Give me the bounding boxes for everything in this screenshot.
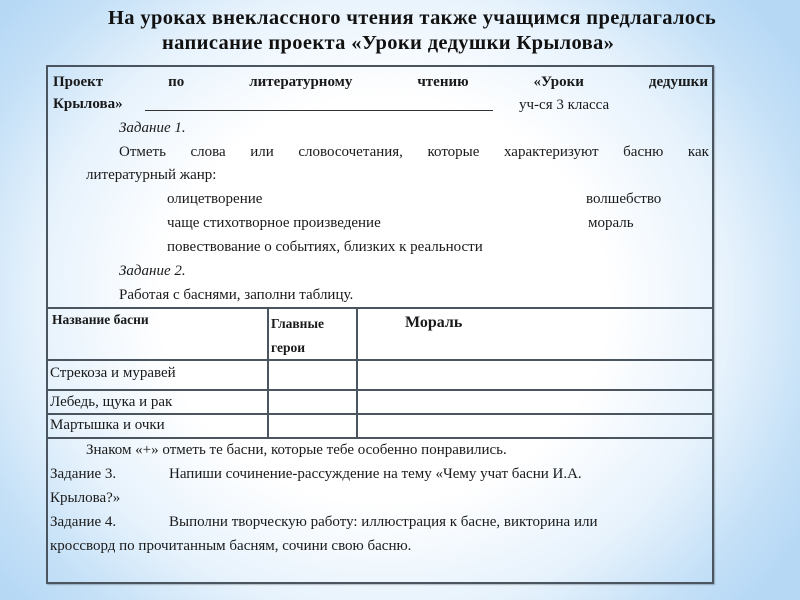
task-1-word: слова: [190, 144, 226, 160]
header-word: литературному: [249, 74, 353, 90]
table-top-border: [48, 307, 712, 309]
project-header-line-2: Крылова»: [53, 96, 123, 112]
option-personification[interactable]: олицетворение: [167, 191, 263, 207]
table-row-moral-cell[interactable]: [359, 415, 712, 437]
column-header-heroes-line-2: герои: [271, 340, 305, 355]
column-header-heroes-line-1: Главные: [271, 316, 324, 331]
table-row-moral-cell[interactable]: [359, 391, 712, 413]
task-1-label: Задание 1.: [119, 120, 186, 136]
student-class-label: уч-ся 3 класса: [519, 97, 610, 113]
task-4-text: Выполни творческую работу: иллюстрация к басне, викторина или: [169, 514, 598, 530]
column-header-moral: Мораль: [405, 314, 463, 331]
table-row-moral-cell[interactable]: [359, 361, 712, 389]
task-1-word: характеризуют: [503, 144, 599, 160]
table-row-fable-name: Лебедь, щука и рак: [50, 394, 173, 410]
slide-title-line-2: написание проекта «Уроки дедушки Крылова»: [162, 32, 615, 54]
table-bottom-border: [48, 437, 712, 439]
table-row-fable-name: Мартышка и очки: [50, 417, 165, 433]
slide-title-line-1: На уроках внеклассного чтения также учащимся предлагалось: [108, 7, 717, 29]
task-3-label: Задание 3.: [50, 466, 117, 482]
plus-sign-note: Знаком «+» отметь те басни, которые тебе особенно понравились.: [86, 442, 507, 458]
task-4-label: Задание 4.: [50, 514, 117, 530]
option-moral[interactable]: мораль: [588, 215, 634, 231]
task-1-word: или: [250, 144, 274, 160]
option-poetic-work[interactable]: чаще стихотворное произведение: [167, 215, 381, 231]
table-row-heroes-cell[interactable]: [270, 415, 356, 437]
header-word: «Уроки: [533, 74, 584, 90]
task-1-word: словосочетания,: [298, 144, 403, 160]
header-word: по: [168, 74, 185, 90]
task-1-word: Отметь: [119, 144, 166, 160]
task-3-text-continued: Крылова?»: [50, 490, 121, 506]
option-magic[interactable]: волшебство: [586, 191, 662, 207]
table-row-fable-name: Стрекоза и муравей: [50, 365, 176, 381]
option-realistic-narrative[interactable]: повествование о событиях, близких к реальности: [167, 239, 483, 255]
task-1-word: как: [687, 144, 709, 160]
table-row-heroes-cell[interactable]: [270, 361, 356, 389]
task-1-word: басню: [623, 144, 664, 160]
column-header-fable-name: Название басни: [52, 312, 149, 327]
task-4-text-continued: кроссворд по прочитанным басням, сочини свою басню.: [50, 538, 412, 554]
task-3-text: Напиши сочинение-рассуждение на тему «Чему учат басни И.А.: [169, 466, 582, 482]
table-column-divider: [356, 307, 358, 438]
task-1-text-line-1: [119, 144, 709, 161]
task-2-label: Задание 2.: [119, 263, 186, 279]
student-name-blank[interactable]: [145, 110, 493, 111]
task-1-word: которые: [427, 144, 480, 160]
project-header-line-1: [53, 74, 708, 91]
header-word: Проект: [53, 74, 104, 90]
table-row-heroes-cell[interactable]: [270, 391, 356, 413]
header-word: дедушки: [648, 74, 708, 90]
task-1-text-line-2: литературный жанр:: [86, 167, 217, 183]
header-word: чтению: [417, 74, 469, 90]
project-worksheet: [46, 65, 714, 584]
task-2-text: Работая с баснями, заполни таблицу.: [119, 287, 354, 303]
table-column-divider: [267, 307, 269, 438]
column-header-heroes: [271, 312, 324, 360]
